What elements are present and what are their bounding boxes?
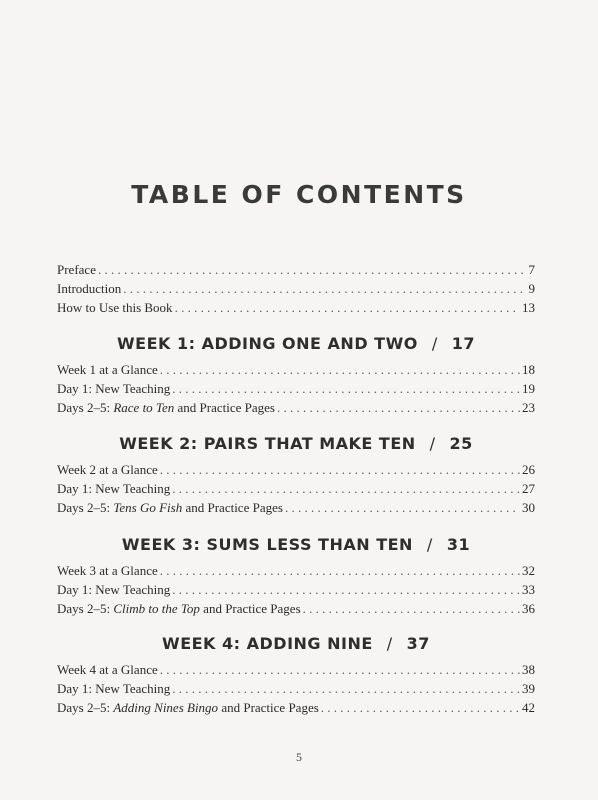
week-heading-title: WEEK 2: PAIRS THAT MAKE TEN xyxy=(119,434,416,453)
dot-leader xyxy=(277,398,520,417)
entry-page: 26 xyxy=(522,462,535,477)
entry-page: 7 xyxy=(528,262,535,277)
week-1-section xyxy=(57,334,535,417)
dot-leader xyxy=(123,279,526,298)
entry-suffix: and Practice Pages xyxy=(218,700,319,715)
entry-page: 30 xyxy=(522,500,535,515)
entry-label: Day 1: New Teaching xyxy=(57,681,171,696)
page-title: TABLE OF CONTENTS xyxy=(131,180,467,209)
entry-page: 32 xyxy=(522,563,535,578)
dot-leader xyxy=(160,561,520,580)
week-heading-page: 31 xyxy=(446,535,471,554)
entry-page: 9 xyxy=(528,281,535,296)
toc-entry[interactable] xyxy=(57,498,535,517)
entry-page: 38 xyxy=(522,662,535,677)
entry-suffix: and Practice Pages xyxy=(199,601,301,616)
game-title: Adding Nines Bingo xyxy=(113,700,219,715)
toc-entry[interactable] xyxy=(57,698,535,717)
week-4-section xyxy=(57,634,535,717)
toc-entry[interactable] xyxy=(57,580,535,599)
week-heading[interactable] xyxy=(57,334,535,354)
entry-label xyxy=(57,498,283,517)
dot-leader xyxy=(160,660,520,679)
week-heading-page: 25 xyxy=(449,434,473,453)
dot-leader xyxy=(98,260,527,279)
entry-label: How to Use this Book xyxy=(57,300,173,315)
toc-entry[interactable] xyxy=(57,660,535,679)
week-heading[interactable] xyxy=(57,634,535,654)
entry-label: Week 4 at a Glance xyxy=(57,662,158,677)
entry-page: 18 xyxy=(522,362,535,377)
entry-suffix: and Practice Pages xyxy=(182,500,283,515)
entry-label: Introduction xyxy=(57,281,122,296)
entry-label: Preface xyxy=(57,262,96,277)
entry-prefix: Days 2–5: xyxy=(57,400,114,415)
toc-entry-how-to-use[interactable] xyxy=(57,298,535,317)
week-heading[interactable] xyxy=(57,434,535,454)
front-matter-section xyxy=(57,260,535,317)
heading-separator: / xyxy=(426,535,433,554)
entry-label: Week 3 at a Glance xyxy=(57,563,158,578)
toc-entry[interactable] xyxy=(57,398,535,417)
toc-entry[interactable] xyxy=(57,599,535,618)
entry-label xyxy=(57,698,319,717)
entry-page: 33 xyxy=(522,582,535,597)
week-heading-title: WEEK 4: ADDING NINE xyxy=(162,634,373,653)
entry-label xyxy=(57,599,301,618)
entry-page: 42 xyxy=(522,700,535,715)
game-title: Tens Go Fish xyxy=(113,500,183,515)
toc-entry[interactable] xyxy=(57,360,535,379)
toc-entry[interactable] xyxy=(57,379,535,398)
entry-page: 39 xyxy=(522,681,535,696)
toc-entry[interactable] xyxy=(57,679,535,698)
entry-page: 13 xyxy=(522,300,535,315)
week-heading[interactable] xyxy=(57,535,535,555)
week-heading-page: 17 xyxy=(451,334,475,353)
dot-leader xyxy=(172,679,520,698)
toc-entry[interactable] xyxy=(57,460,535,479)
heading-separator: / xyxy=(431,334,438,353)
toc-entry[interactable] xyxy=(57,561,535,580)
entry-label: Week 2 at a Glance xyxy=(57,462,158,477)
week-heading-title: WEEK 1: ADDING ONE AND TWO xyxy=(116,334,418,353)
entry-label xyxy=(57,398,275,417)
entry-page: 23 xyxy=(522,400,535,415)
dot-leader xyxy=(172,479,520,498)
entry-label: Day 1: New Teaching xyxy=(57,582,171,597)
game-title: Climb to the Top xyxy=(113,601,200,616)
entry-label: Week 1 at a Glance xyxy=(57,362,158,377)
week-heading-page: 37 xyxy=(406,634,430,653)
toc-entry[interactable] xyxy=(57,479,535,498)
entry-page: 36 xyxy=(522,601,535,616)
entry-prefix: Days 2–5: xyxy=(57,500,114,515)
toc-entry-introduction[interactable] xyxy=(57,279,535,298)
page-number: 5 xyxy=(296,750,302,764)
toc-entry-preface[interactable] xyxy=(57,260,535,279)
dot-leader xyxy=(172,379,520,398)
dot-leader xyxy=(175,298,520,317)
week-3-section xyxy=(57,535,535,618)
entry-label: Day 1: New Teaching xyxy=(57,381,171,396)
week-2-section xyxy=(57,434,535,517)
entry-prefix: Days 2–5: xyxy=(57,700,114,715)
week-heading-title: WEEK 3: SUMS LESS THAN TEN xyxy=(121,535,413,554)
dot-leader xyxy=(321,698,520,717)
dot-leader xyxy=(160,360,520,379)
heading-separator: / xyxy=(429,434,436,453)
entry-label: Day 1: New Teaching xyxy=(57,481,171,496)
entry-suffix: and Practice Pages xyxy=(174,400,275,415)
dot-leader xyxy=(160,460,520,479)
entry-prefix: Days 2–5: xyxy=(57,601,114,616)
dot-leader xyxy=(303,599,520,618)
dot-leader xyxy=(285,498,520,517)
heading-separator: / xyxy=(386,634,393,653)
entry-page: 27 xyxy=(522,481,535,496)
entry-page: 19 xyxy=(522,381,535,396)
game-title: Race to Ten xyxy=(113,400,175,415)
dot-leader xyxy=(172,580,520,599)
